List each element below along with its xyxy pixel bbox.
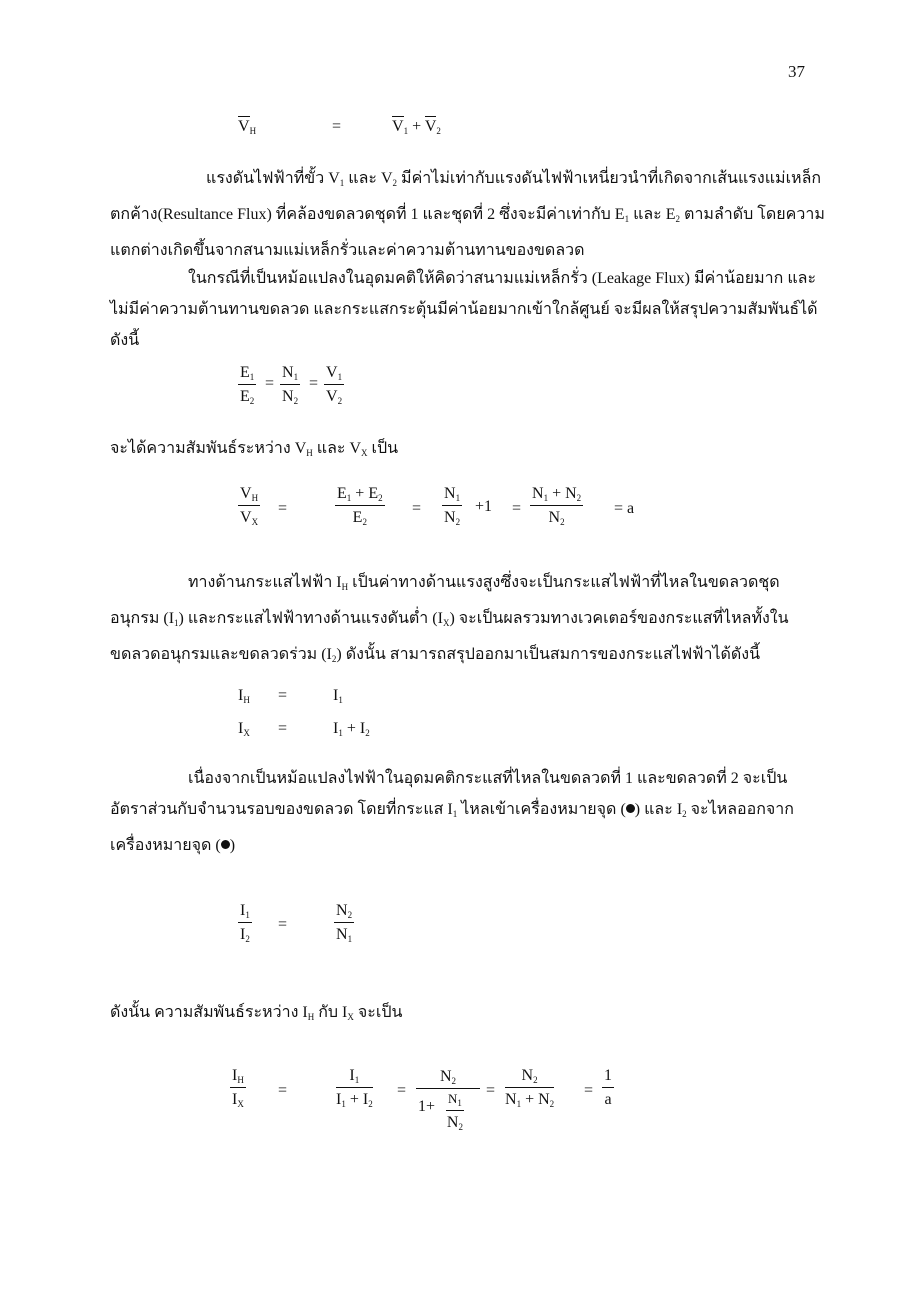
equals-sign: = [278,916,288,933]
equals-sign: = [278,500,288,517]
dot-marker-icon [221,840,230,849]
fraction-n1-n2-inner: $N_1$ $N_2$ [446,1091,463,1132]
fraction-n2-complex: $N_2$ [416,1068,480,1089]
plus-one: +1 [475,498,493,515]
page-number: 37 [788,62,805,81]
fraction-e1-e2: $\frac{E_1}{E_2}$ [240,364,255,406]
dot-marker-icon [626,804,635,813]
current-i1-plus-i2: $I_1 + I_2$ [333,720,370,738]
paragraph-terminal-voltage: แรงดันไฟฟ้าที่ขั้ว $V_1$ และ $V_2$ มีค่าไม่เท่ากับแรงดันไฟฟ้าเหนี่ยวนำที่เกิดจากเส้นแรงแม่เหล็ก ตกค้าง(Resultance Flux) ที่คล้องขดลวดชุดที่ 1 และชุดที่ 2 ซึ่งจะมีค่าเท่ากับ $E_1$ และ $E_2$ ตามลำดับ โดยความ แตกต่างเกิดขึ้นจากสนามแม่เหล็กรั่วและค่าความต้านทานของขดลวด [110,170,825,259]
fraction-i1-over-sum: $\frac{I_1}{I_1 + I_2}$ [336,1067,373,1109]
fraction-n-sum: $\frac{N_1 + N_2}{N_2}$ [532,485,582,527]
equals-sign: = [397,1082,407,1099]
fraction-ih-ix: $\frac{I_H}{I_X}$ [232,1067,244,1109]
fraction-n2-n1: $\frac{N_2}{N_1}$ [336,902,353,944]
equals-sign: = [332,118,342,135]
equals-sign: = [486,1082,496,1099]
fraction-one-over-a: $\frac{1}{a}$ [604,1067,612,1108]
equals-sign: = [412,500,422,517]
equation-vh-sum: $V_H$ [238,118,257,136]
paragraph-current-side: ทางด้านกระแสไฟฟ้า $I_H$ เป็นค่าทางด้านแรงสูงซึ่งจะเป็นกระแสไฟฟ้าที่ไหลในขดลวดชุด อนุกรม $(I_1)$ และกระแสไฟฟ้าทางด้านแรงดันต่ำ $(I_X)$ จะเป็นผลรวมทางเวคเตอร์ของกระแสที่ไหลทั้งใน ขดลวดอนุกรมและขดลวดร่วม $(I_2)$ ดังนั้น สามารถสรุปออกมาเป็นสมการของกระแสไฟฟ้าได้ดังนี้ [110,574,789,664]
fraction-n1-n2: $\frac{N_1}{N_2}$ [282,364,299,406]
current-ih: $I_H$ [238,687,250,705]
fraction-n1-n2: $\frac{N_1}{N_2}$ [444,485,461,527]
one-plus: 1+ [418,1098,436,1115]
paragraph-ideal-transformer: ในกรณีที่เป็นหม้อแปลงในอุดมคติให้คิดว่าสนามแม่เหล็กรั่ว (Leakage Flux) มีค่าน้อยมาก และ ไม่มีค่าความต้านทานขดลวด และกระแสกระตุ้นมีค่าน้อยมากเข้าใกล้ศูนย์ จะมีผลให้สรุปความสัมพันธ์ได้ ดังนี้ [110,270,818,349]
fraction-vh-vx: $\frac{V_H}{V_X}$ [240,485,259,527]
equation-rhs: $V_1 + V_2$ [392,118,441,136]
equals-sign: = [278,687,288,704]
equals-sign: = [278,720,288,737]
fraction-n2-over-sum: $\frac{N_2}{N_1 + N_2}$ [505,1067,555,1109]
equals-sign: = [584,1082,594,1099]
equals-sign: = [278,1082,288,1099]
fraction-v1-v2: $\frac{V_1}{V_2}$ [326,364,343,406]
equals-sign: = [265,375,275,392]
current-i1: $I_1$ [333,687,343,705]
paragraph-turn-ratio: เนื่องจากเป็นหม้อแปลงไฟฟ้าในอุดมคติกระแสที่ไหลในขดลวดที่ 1 และขดลวดที่ 2 จะเป็น อัตราส่วนกับจำนวนรอบของขดลวด โดยที่กระแส $I_1$ ไหลเข้าเครื่องหมายจุด ( ) และ $I_2$ จะไหลออกจาก เครื่องหมายจุด ( ) [110,770,794,854]
equals-sign: = [309,375,319,392]
current-ix: $I_X$ [238,720,250,738]
equals-a: = a [614,500,635,517]
equals-sign: = [512,500,522,517]
fraction-e-sum: $\frac{E_1 + E_2}{E_2}$ [337,485,383,527]
paragraph-ih-ix-relation: ดังนั้น ความสัมพันธ์ระหว่าง $I_H$ กับ $I_X$ จะเป็น [110,1004,403,1022]
fraction-i1-i2: $\frac{I_1}{I_2}$ [240,902,250,944]
paragraph-vh-vx-relation: จะได้ความสัมพันธ์ระหว่าง $V_H$ และ $V_X$ เป็น [110,440,399,458]
